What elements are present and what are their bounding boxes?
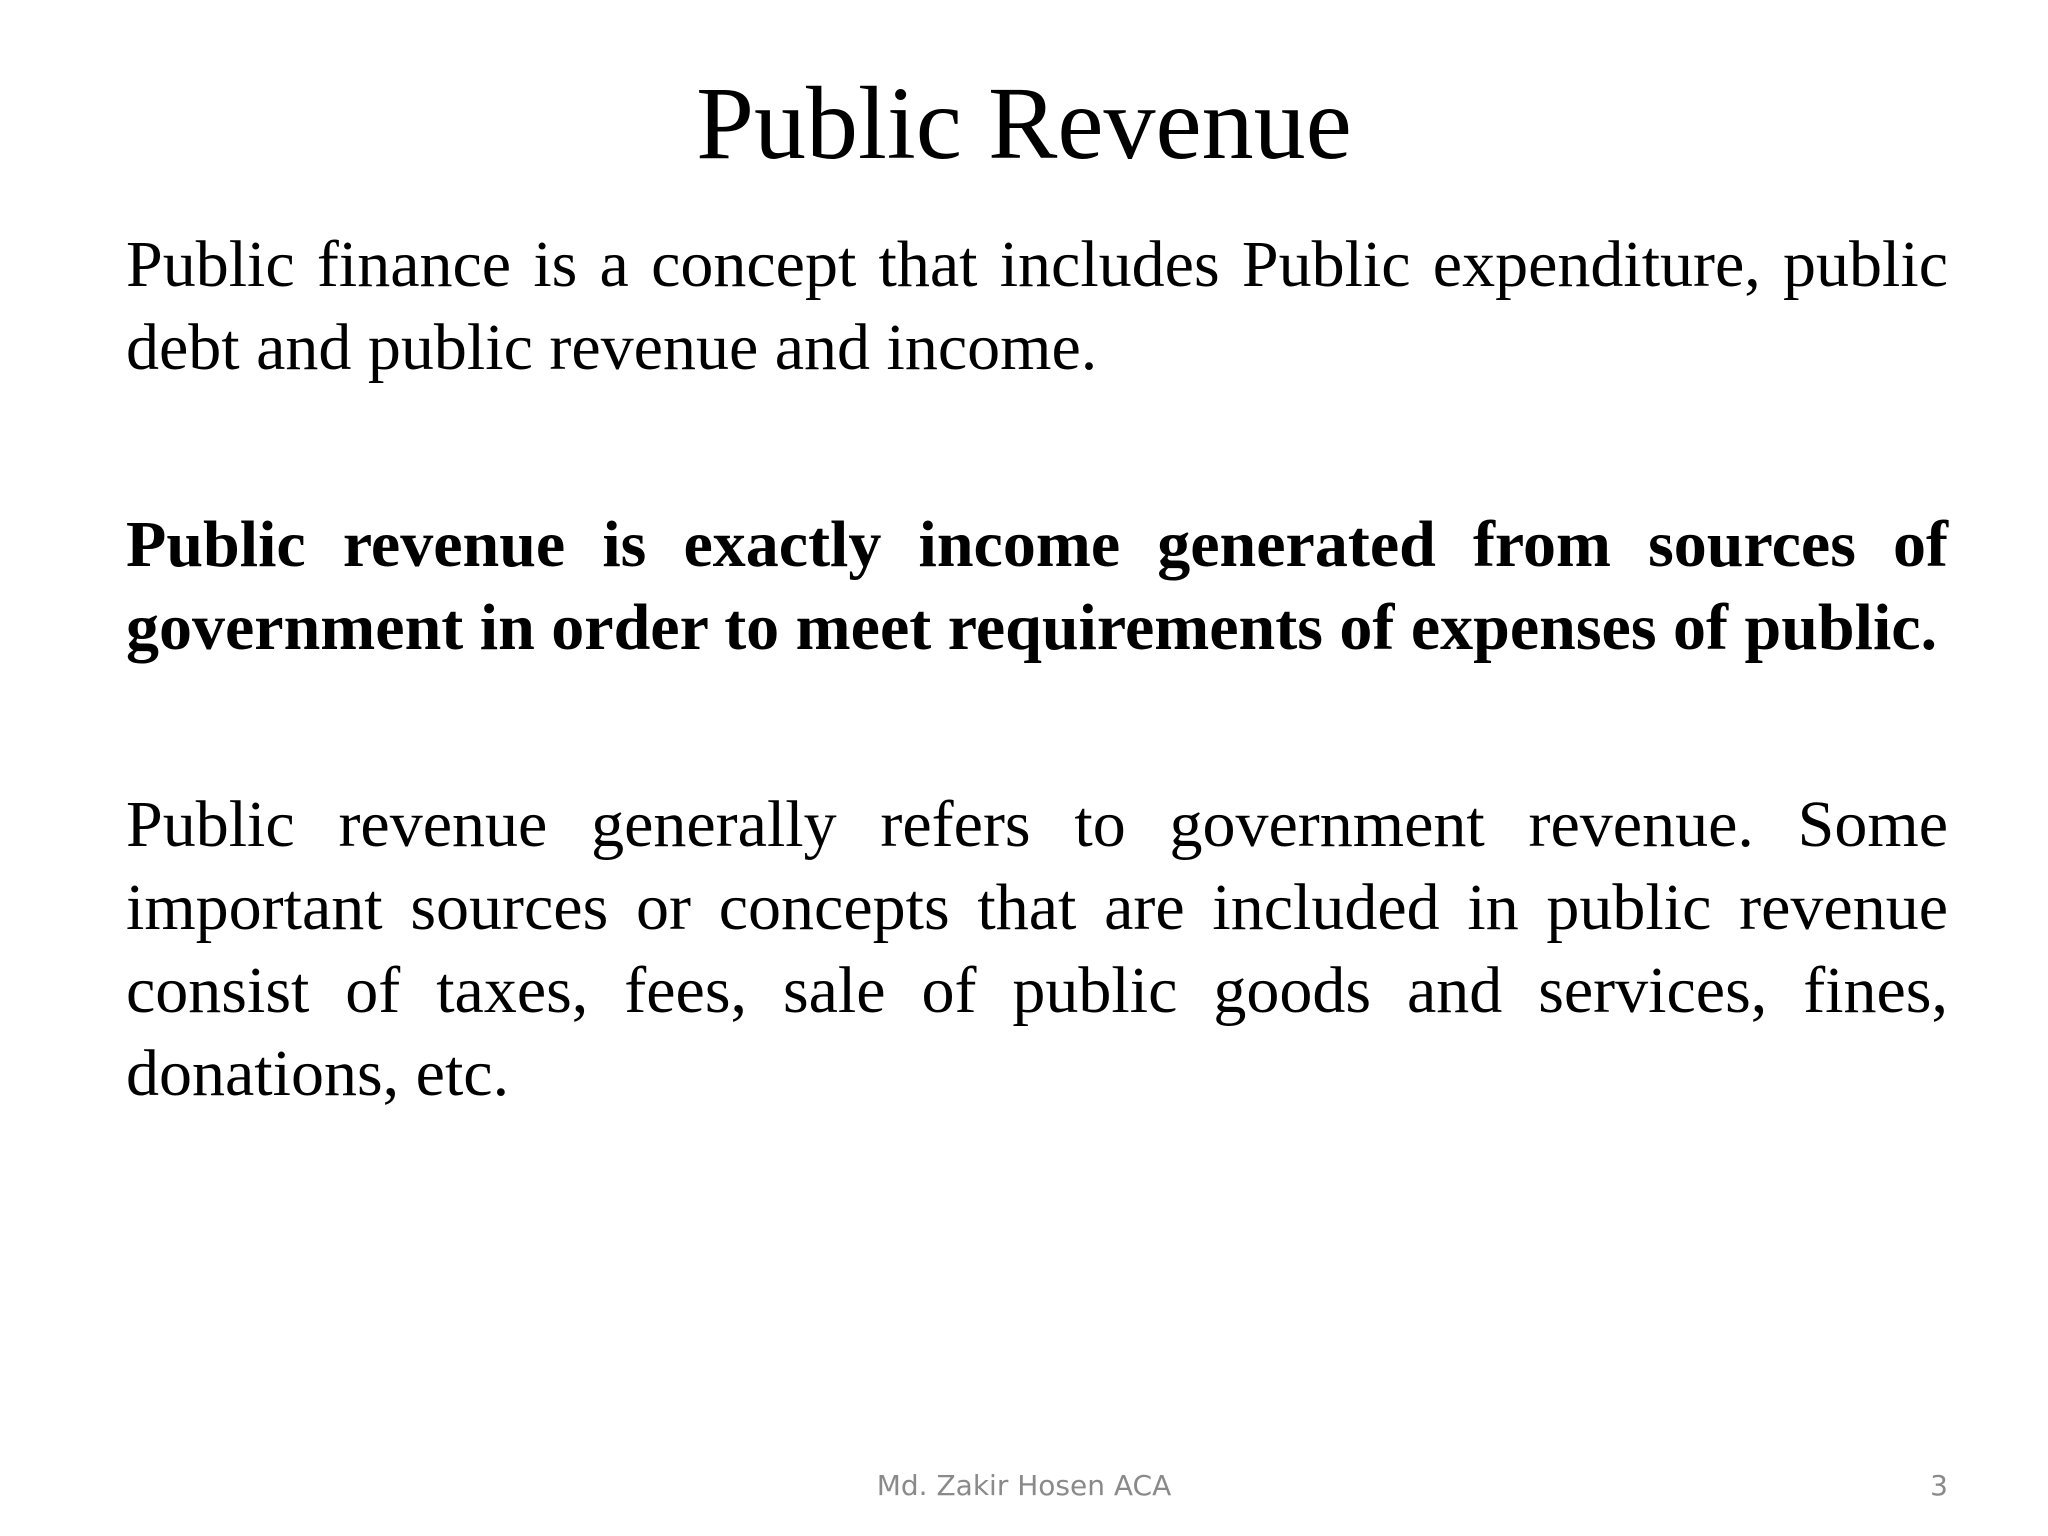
paragraph-public-finance: Public finance is a concept that includes Public expenditure, public debt and public revenue and income. [126,228,1948,384]
paragraph-revenue-sources: Public revenue generally refers to government revenue. Some important sources or concepts that are included in public revenue consist of taxes, fees, sale of public goods and services, fines, donations, etc. [126,788,1948,1110]
paragraph-revenue-definition: Public revenue is exactly income generated from sources of government in order to meet requirements of expenses of public. [126,508,1948,664]
slide-page-number: 3 [1930,1469,1948,1502]
footer-author: Md. Zakir Hosen ACA [876,1469,1172,1502]
slide-body [126,223,1948,1115]
slide-title: Public Revenue [696,66,1352,181]
